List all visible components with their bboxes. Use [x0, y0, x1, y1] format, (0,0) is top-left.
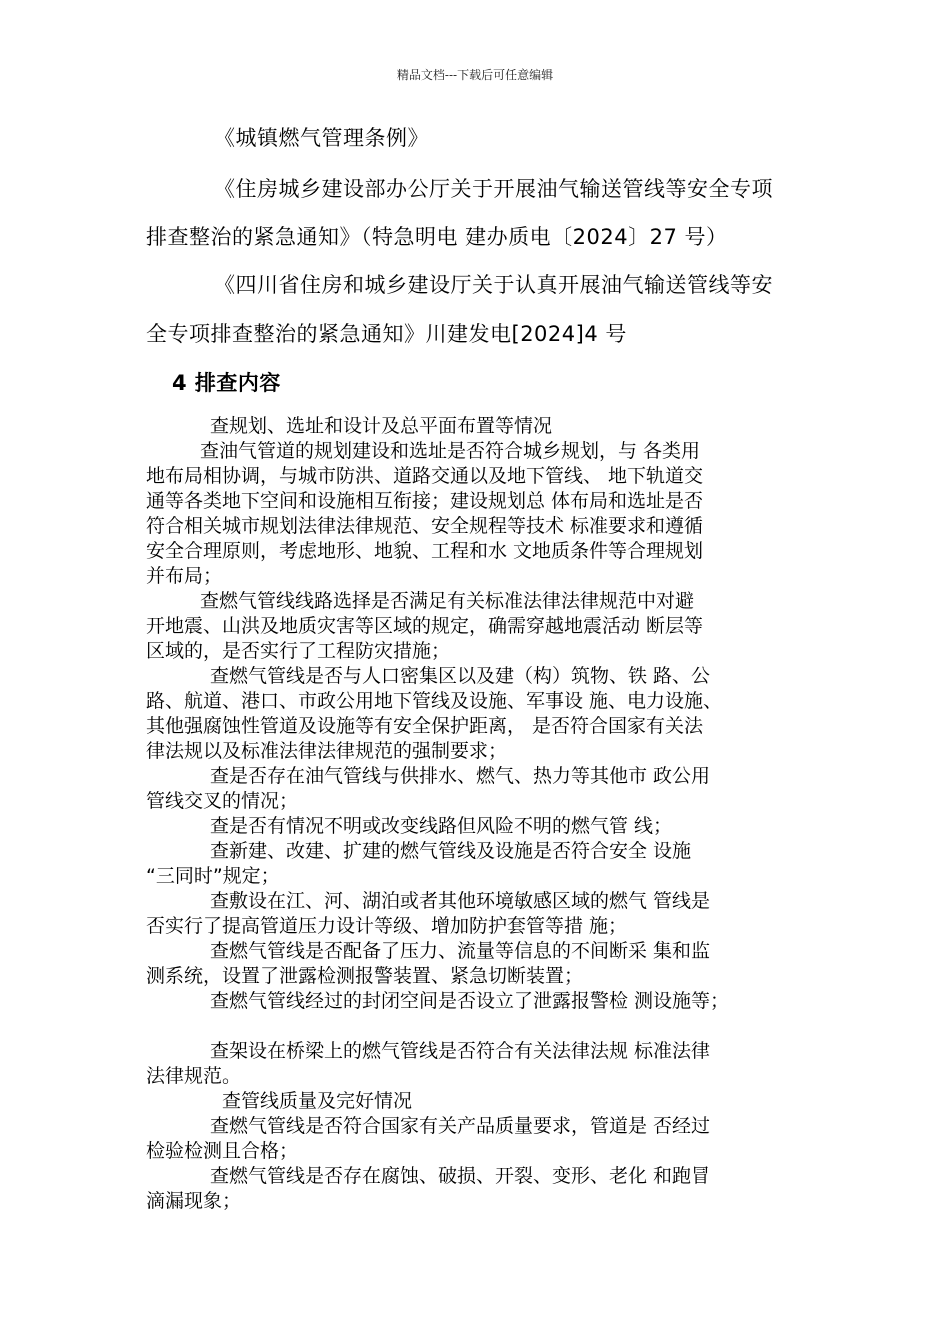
subheading: 查规划、选址和设计及总平面布置等情况	[210, 415, 553, 437]
body-line: 律法规以及标准法律法律规范的强制要求；	[146, 740, 508, 762]
body-line: 否实行了提高管道压力设计等级、增加防护套管等措 施；	[146, 915, 628, 937]
body-line: 滴漏现象；	[146, 1190, 242, 1212]
body-line: 检验检测且合格；	[146, 1140, 299, 1162]
page-header: 精品文档---下载后可任意编辑	[396, 68, 554, 82]
body-line: 查是否有情况不明或改变线路但风险不明的燃气管 线；	[210, 815, 673, 837]
body-line: 安全合理原则，考虑地形、地貌、工程和水 文地质条件等合理规划	[146, 540, 704, 562]
body-line: “三同时”规定；	[146, 865, 280, 887]
body-line: 查燃气管线是否符合国家有关产品质量要求，管道是 否经过	[210, 1115, 711, 1137]
body-line: 查敷设在江、河、湖泊或者其他环境敏感区域的燃气 管线是	[210, 890, 711, 912]
body-line: 路、航道、港口、市政公用地下管线及设施、军事设 施、电力设施、	[146, 690, 723, 712]
body-line: 管线交叉的情况；	[146, 790, 299, 812]
subheading: 查管线质量及完好情况	[222, 1090, 413, 1112]
body-line: 其他强腐蚀性管道及设施等有安全保护距离， 是否符合国家有关法	[146, 715, 704, 737]
ref-line: 《四川省住房和城乡建设厅关于认真开展油气输送管线等安	[214, 273, 773, 297]
body-line: 测系统，设置了泄露检测报警装置、紧急切断装置；	[146, 965, 584, 987]
body-line: 查燃气管线线路选择是否满足有关标准法律法律规范中对避	[200, 590, 695, 612]
ref-line: 《住房城乡建设部办公厅关于开展油气输送管线等安全专项	[214, 177, 773, 201]
body-line: 查燃气管线是否配备了压力、流量等信息的不间断采 集和监	[210, 940, 711, 962]
body-line: 查是否存在油气管线与供排水、燃气、热力等其他市 政公用	[210, 765, 711, 787]
ref-line: 排查整治的紧急通知》（特急明电 建办质电〔2024〕27 号）	[146, 225, 728, 249]
ref-line: 全专项排查整治的紧急通知》川建发电[2024]4 号	[146, 322, 627, 346]
body-line: 查燃气管线是否存在腐蚀、破损、开裂、变形、老化 和跑冒	[210, 1165, 711, 1187]
body-line: 查新建、改建、扩建的燃气管线及设施是否符合安全 设施	[210, 840, 692, 862]
ref-line: 《城镇燃气管理条例》	[214, 126, 429, 150]
body-line: 并布局；	[146, 565, 223, 587]
body-line: 查燃气管线是否与人口密集区以及建（构）筑物、铁 路、公	[210, 665, 711, 687]
body-line: 开地震、山洪及地质灾害等区域的规定，确需穿越地震活动 断层等	[146, 615, 704, 637]
body-line: 通等各类地下空间和设施相互衔接；建设规划总 体布局和选址是否	[146, 490, 704, 512]
section-title: 4 排查内容	[172, 371, 281, 395]
body-line: 查油气管道的规划建设和选址是否符合城乡规划，与 各类用	[200, 440, 701, 462]
body-line: 符合相关城市规划法律法律规范、安全规程等技术 标准要求和遵循	[146, 515, 704, 537]
body-line: 区域的，是否实行了工程防灾措施；	[146, 640, 451, 662]
body-line: 查架设在桥梁上的燃气管线是否符合有关法律法规 标准法律	[210, 1040, 711, 1062]
body-line: 查燃气管线经过的封闭空间是否设立了泄露报警检 测设施等；	[210, 990, 730, 1012]
body-line: 法律规范。	[146, 1065, 242, 1087]
body-line: 地布局相协调，与城市防洪、道路交通以及地下管线、 地下轨道交	[146, 465, 704, 487]
